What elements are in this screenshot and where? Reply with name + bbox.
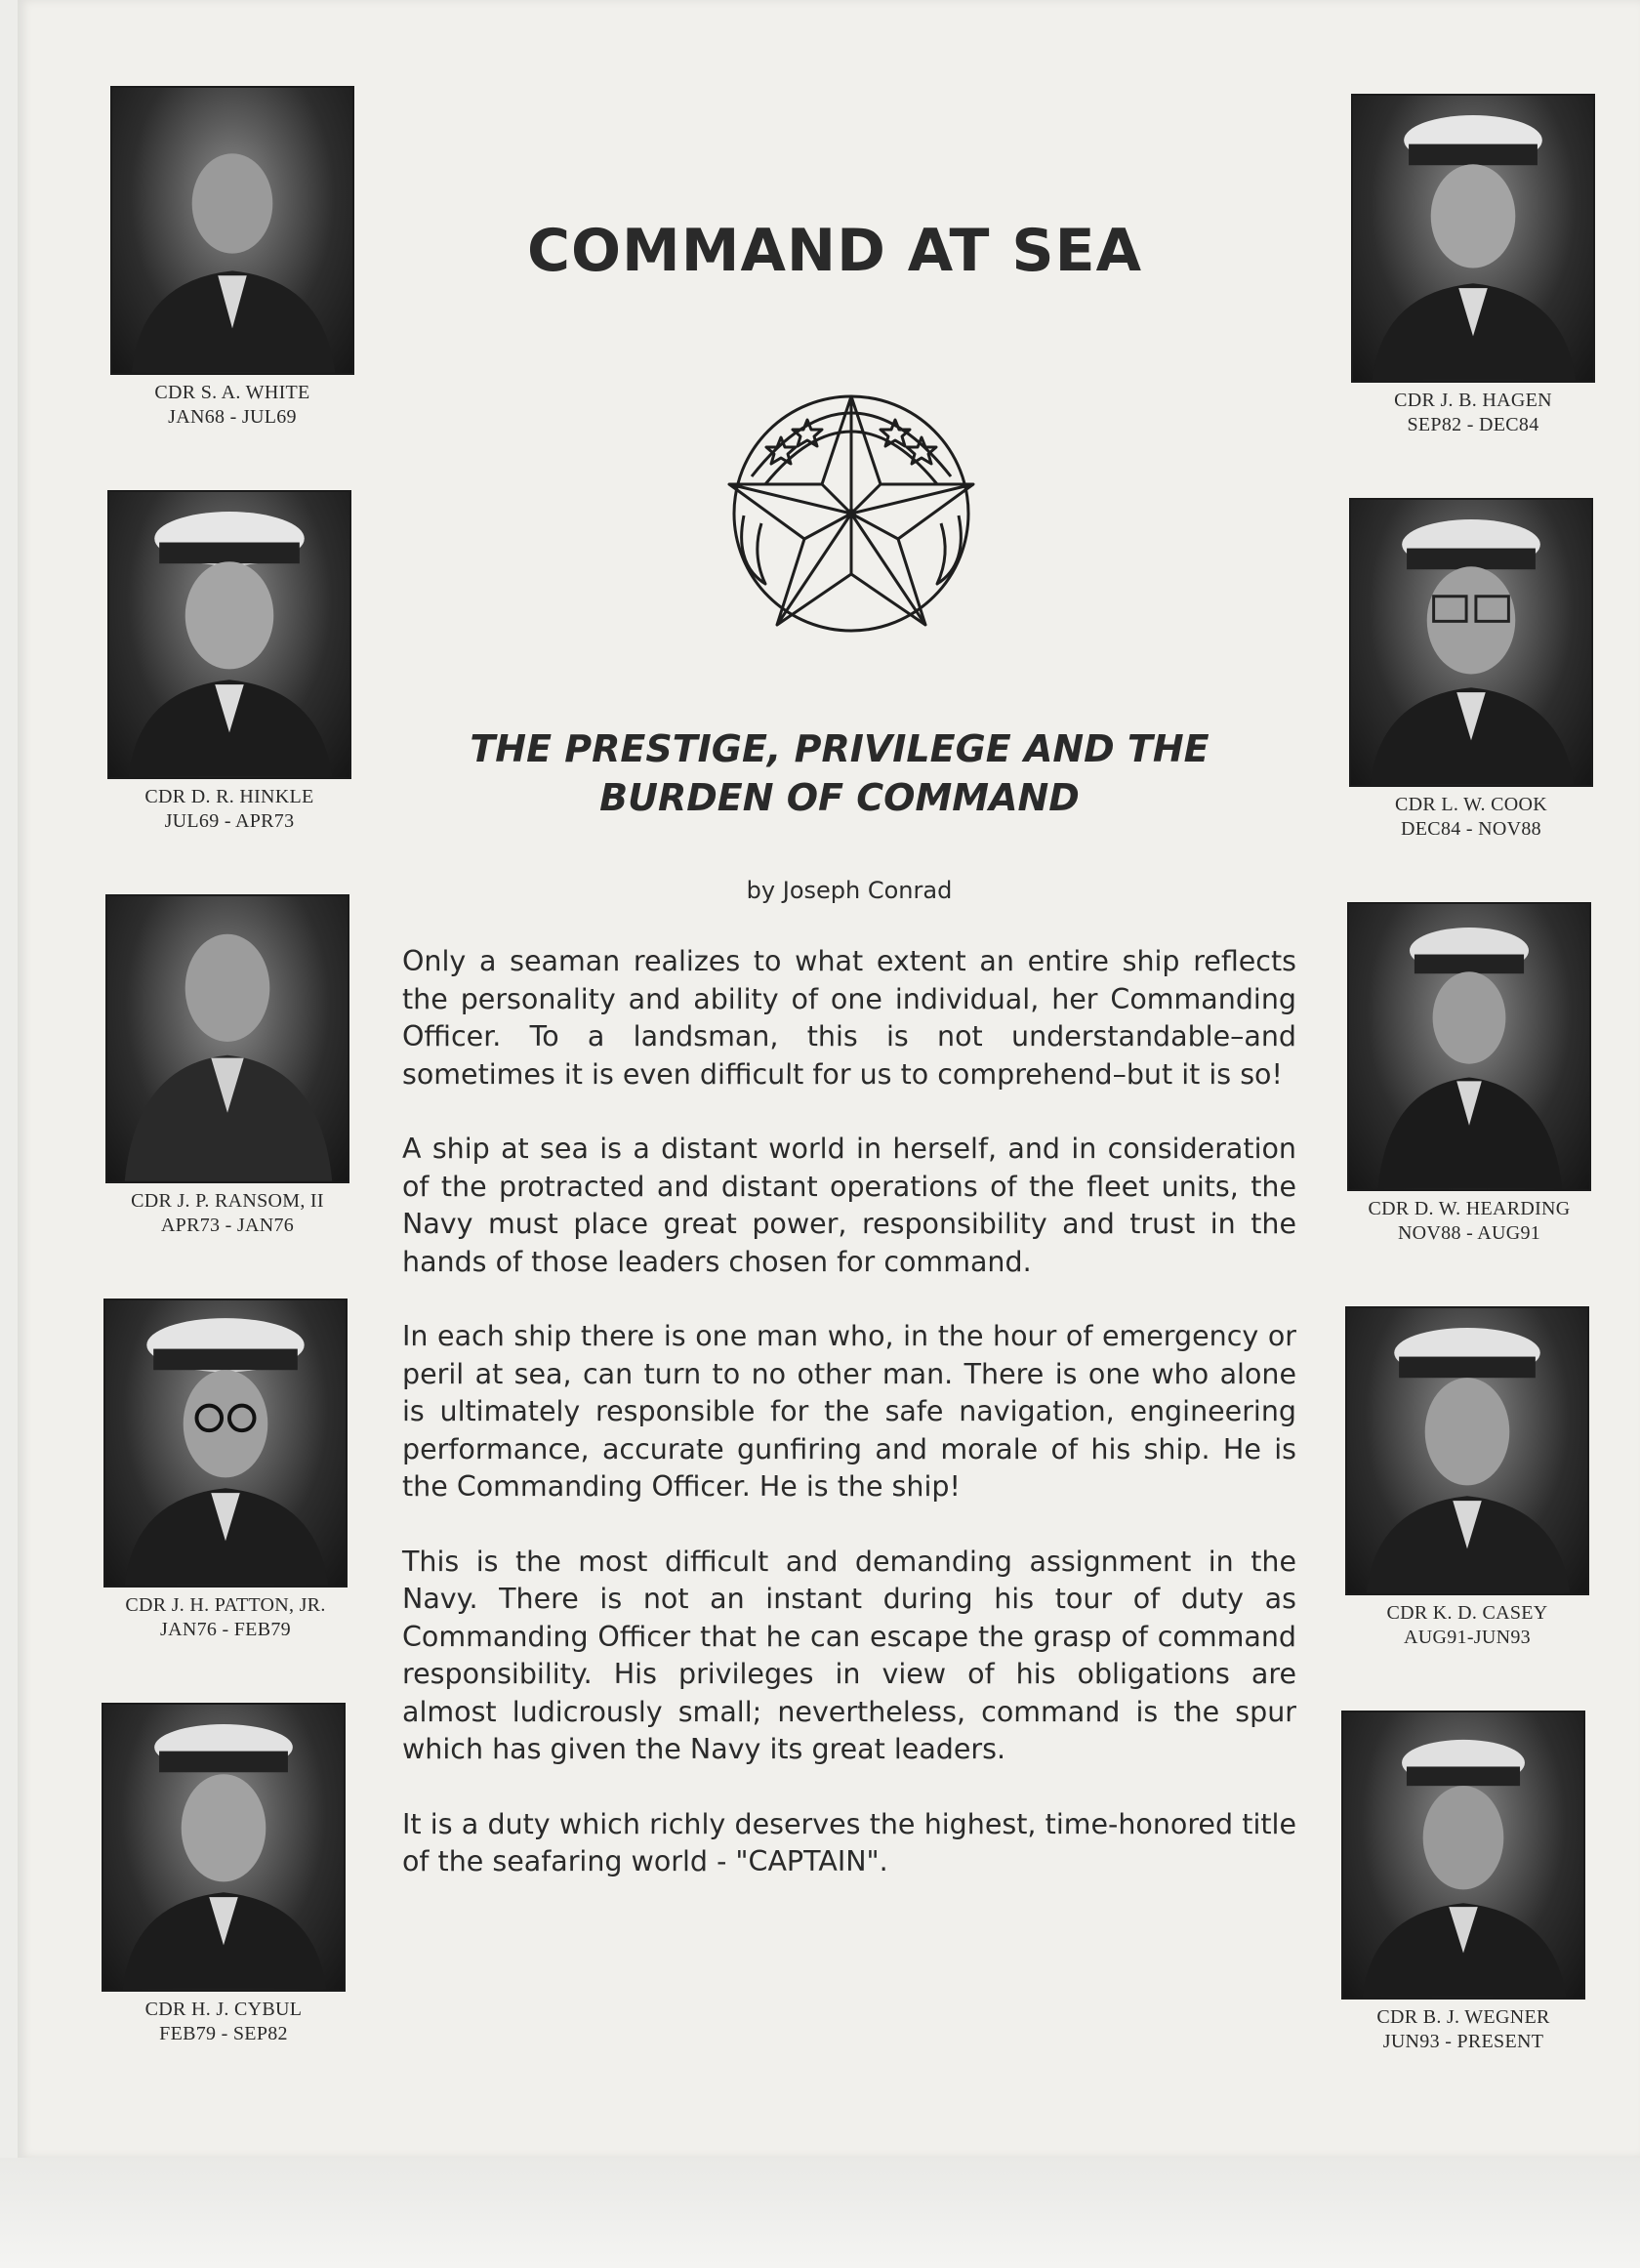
officer-dates: JUN93 - PRESENT xyxy=(1382,2031,1544,2052)
officer-dates: DEC84 - NOV88 xyxy=(1401,818,1541,840)
officer-photo xyxy=(105,894,349,1183)
officer-name: CDR J. P. RANSOM, II xyxy=(131,1190,324,1212)
officer-dates: JUL69 - APR73 xyxy=(164,810,295,832)
officer-dates: APR73 - JAN76 xyxy=(160,1215,295,1236)
officer-name: CDR K. D. CASEY xyxy=(1386,1602,1548,1624)
officer-photo xyxy=(1345,1306,1589,1595)
officer-dates: JAN68 - JUL69 xyxy=(168,406,297,428)
officer-photo xyxy=(103,1299,348,1588)
portrait-right-1 xyxy=(1351,94,1595,437)
article-body xyxy=(402,943,1296,1918)
portrait-left-5 xyxy=(102,1703,346,2046)
officer-name: CDR B. J. WEGNER xyxy=(1376,2006,1550,2028)
officer-photo xyxy=(102,1703,346,1992)
portrait-right-4 xyxy=(1345,1306,1589,1650)
paragraph: In each ship there is one man who, in the hour of emergency or peril at sea, can turn to no other man. There is one who alone is ultimately responsible for the safe navigation, engineering performance, accurate gunfiring and morale of his ship. He is the Commanding Officer. He is the ship! xyxy=(402,1320,1296,1503)
officer-name: CDR D. W. HEARDING xyxy=(1368,1198,1571,1219)
command-at-sea-star-emblem-icon xyxy=(705,369,998,638)
portrait-left-2 xyxy=(107,490,351,834)
officer-name: CDR J. H. PATTON, JR. xyxy=(125,1594,326,1616)
officer-name: CDR L. W. COOK xyxy=(1395,794,1547,815)
portrait-right-3 xyxy=(1347,902,1591,1246)
officer-name: CDR S. A. WHITE xyxy=(154,382,310,403)
article-byline: by Joseph Conrad xyxy=(746,877,953,904)
officer-photo xyxy=(110,86,354,375)
officer-photo xyxy=(1349,498,1593,787)
scan-margin xyxy=(0,2158,1640,2268)
portrait-left-1 xyxy=(110,86,354,430)
officer-dates: SEP82 - DEC84 xyxy=(1407,414,1539,435)
officer-dates: AUG91-JUN93 xyxy=(1404,1627,1531,1648)
officer-name: CDR H. J. CYBUL xyxy=(144,1999,303,2020)
officer-dates: FEB79 - SEP82 xyxy=(159,2023,288,2044)
article-subtitle: THE PRESTIGE, PRIVILEGE AND THE BURDEN OF COMMAND xyxy=(470,727,1210,819)
officer-photo xyxy=(1347,902,1591,1191)
portrait-right-5 xyxy=(1341,1711,1585,2054)
portrait-left-4 xyxy=(103,1299,348,1642)
paragraph: It is a duty which richly deserves the highest, time-honored title of the seafaring world - "CAPTAIN". xyxy=(402,1807,1296,1877)
officer-dates: JAN76 - FEB79 xyxy=(160,1619,291,1640)
paragraph: This is the most difficult and demanding assignment in the Navy. There is not an instant during his tour of duty as Commanding Officer that he can escape the grasp of command responsibility. His privileges in view of his obligations are almost ludicrously small; nevertheless, command is the spur which has given the Navy its great leaders. xyxy=(402,1545,1296,1765)
officer-photo xyxy=(1351,94,1595,383)
paragraph: A ship at sea is a distant world in herself, and in consideration of the protracted and distant operations of the fleet units, the Navy must place great power, responsibility and trust in the hands of those leaders chosen for command. xyxy=(402,1133,1296,1278)
officer-dates: NOV88 - AUG91 xyxy=(1397,1222,1541,1244)
officer-name: CDR D. R. HINKLE xyxy=(144,786,314,807)
page-title: COMMAND AT SEA xyxy=(526,217,1143,285)
portrait-left-3 xyxy=(105,894,349,1238)
officer-photo xyxy=(107,490,351,779)
paragraph: Only a seaman realizes to what extent an entire ship reflects the personality and ability of one individual, her Commanding Officer. To a landsman, this is not understandable–and sometimes it is even difficult for us to comprehend–but it is so! xyxy=(402,945,1296,1091)
officer-photo xyxy=(1341,1711,1585,2000)
officer-name: CDR J. B. HAGEN xyxy=(1394,390,1552,411)
portrait-right-2 xyxy=(1349,498,1593,842)
